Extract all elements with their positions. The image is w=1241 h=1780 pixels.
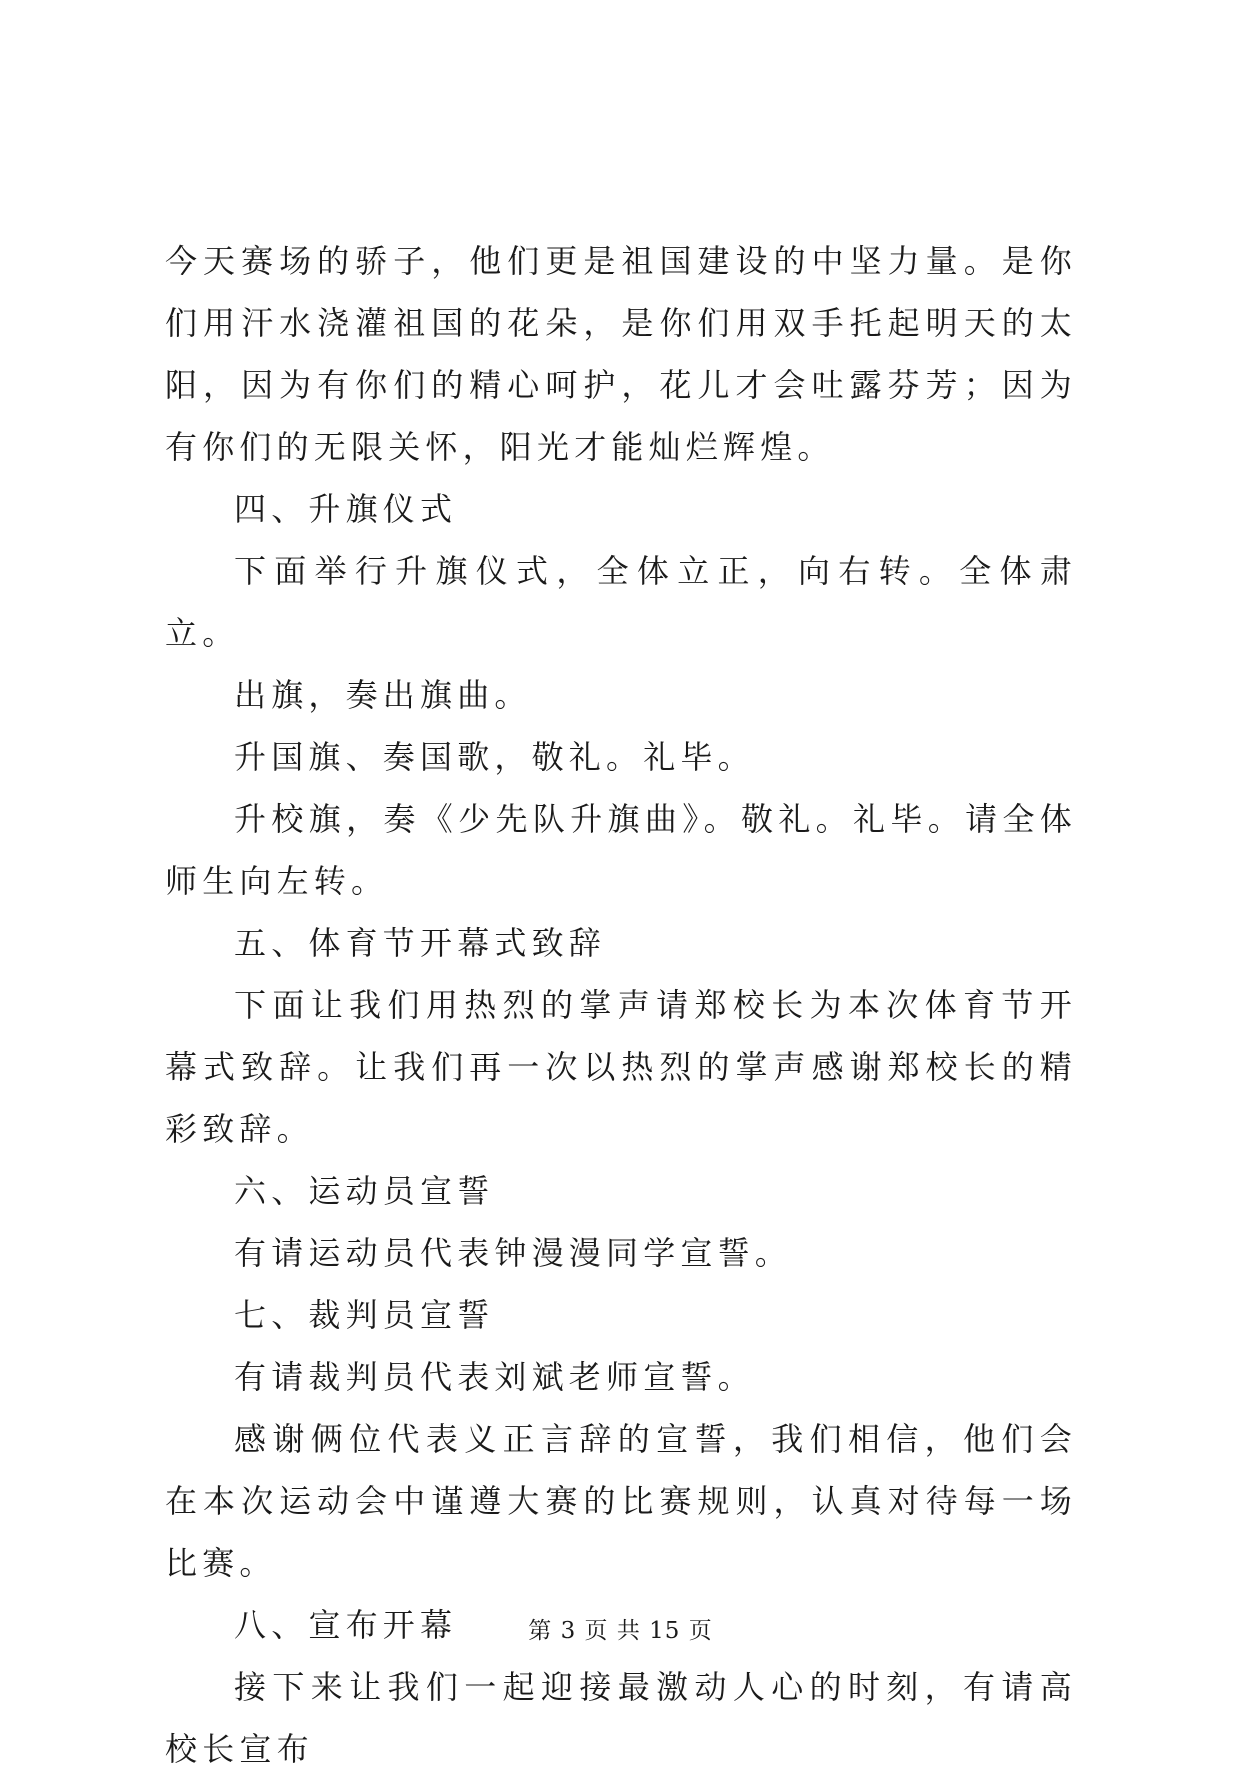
paragraph-flag-ceremony: 下面举行升旗仪式，全体立正，向右转。全体肃立。 — [165, 552, 1077, 652]
heading-flag-raising: 四、升旗仪式 — [234, 490, 458, 528]
heading-athlete-oath: 六、运动员宣誓 — [234, 1172, 495, 1210]
paragraph-athlete-oath: 有请运动员代表钟漫漫同学宣誓。 — [234, 1234, 793, 1272]
paragraph-announce-opening: 接下来让我们一起迎接最激动人心的时刻，有请高校长宣布 — [165, 1668, 1077, 1768]
paragraph-opening-speech: 下面让我们用热烈的掌声请郑校长为本次体育节开幕式致辞。让我们再一次以热烈的掌声感谢郑校长的精彩致辞。 — [165, 986, 1077, 1148]
document-body — [165, 230, 1077, 1780]
paragraph-national-flag: 升国旗、奏国歌，敬礼。礼毕。 — [234, 738, 755, 776]
paragraph-referee-oath: 有请裁判员代表刘斌老师宣誓。 — [234, 1358, 755, 1396]
heading-opening-speech: 五、体育节开幕式致辞 — [234, 924, 607, 962]
page-footer — [0, 1612, 1241, 1645]
paragraph-thanks-oath: 感谢俩位代表义正言辞的宣誓，我们相信，他们会在本次运动会中谨遵大赛的比赛规则，认真对待每一场比赛。 — [165, 1420, 1077, 1582]
heading-referee-oath: 七、裁判员宣誓 — [234, 1296, 495, 1334]
paragraph-school-flag: 升校旗，奏《少先队升旗曲》。敬礼。礼毕。请全体师生向左转。 — [165, 800, 1077, 900]
paragraph-intro-continuation: 今天赛场的骄子，他们更是祖国建设的中坚力量。是你们用汗水浇灌祖国的花朵，是你们用双手托起明天的太阳，因为有你们的精心呵护，花儿才会吐露芬芳；因为有你们的无限关怀，阳光才能灿烂辉煌。 — [165, 242, 1077, 466]
paragraph-flag-out: 出旗，奏出旗曲。 — [234, 676, 532, 714]
heading-announce-opening: 八、宣布开幕 — [234, 1606, 458, 1644]
page-number-label: 第 3 页 共 15 页 — [528, 1618, 713, 1644]
